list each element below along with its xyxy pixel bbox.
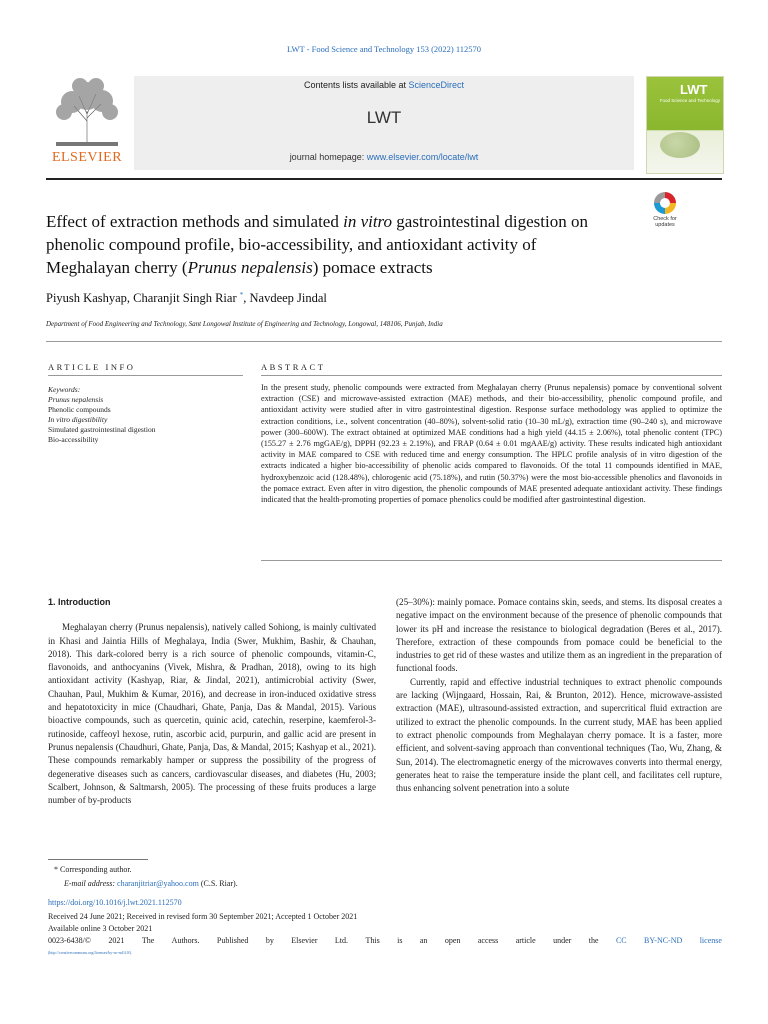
body-paragraph: (25–30%): mainly pomace. Pomace contains skin, seeds, and stems. Its disposal creates a negative impact on the environment because of the presence of phenolic compounds that lower its pH and increase the resistance to biological degradation (Beres et al., 2017). Therefore, extraction of these compounds from pomace could be beneficial to the industries to get rid of these wastes and utilize them as an ingredient in the preparation of functional foods. — [396, 597, 722, 674]
cover-subtitle: Food Science and Technology — [659, 98, 720, 103]
doi-link[interactable]: https://doi.org/10.1016/j.lwt.2021.112570 — [48, 898, 182, 907]
online-date: Available online 3 October 2021 — [48, 924, 153, 933]
keyword-item: Prunus nepalensis — [48, 395, 104, 404]
keyword-item: Bio-accessibility — [48, 435, 99, 444]
license-word: open — [444, 936, 461, 945]
contents-prefix: Contents lists available at — [303, 80, 409, 90]
keyword-item: In vitro digestibility — [48, 415, 108, 424]
title-part: gastrointestinal digestion on phenolic compound profile, bio-accessibility, and antioxidant activity of Meghalayan cherry ( — [46, 212, 588, 277]
abstract-text: In the present study, phenolic compounds were extracted from Meghalayan cherry (Prunus nepalensis) pomace by conventional solvent extraction (CSE) and microwave-assisted extraction (MAE) methods, and their bio-accessibility, phenolic compound profile, and antioxidant activity were studied after in vitro gastrointestinal digestion. Response surface methodology was applied to optimize the extraction conditions, i.e., solvent concentration (40–80%), solvent-solid ratio (10–30 mL/g), extraction time (90–240 s), and microwave power (300–600W). The extract obtained at optimized MAE conditions had a high yield (44.15 ± 2.06%), total phenolic content (TPC) (155.27 ± 2.76 mgGAE/g), DPPH (92.23 ± 2.19%), and FRAP (0.64 ± 0.01 mgAAE/g) activity. These results indicated high antioxidant activity in MAE compared to CSE with reduced time and energy consumption. The HPLC profile analysis of in vitro digestion of the extracts indicated a higher bio-accessibility of phenolic acids compared to flavonoids. Of the total 11 compounds identified in MAE, hydroxybenzoic acid (128.48%), chlorogenic acid (75.18%), and rutin (50.37%) were the most bio-accessible phenolics and flavonoids in the pomace extract. Even after in vitro digestion, the phenolic compounds of MAE presented adequate antioxidant activity. These findings indicated that the health-promoting properties of pomace phenolics could be modified after gastrointestinal digestion. — [261, 383, 722, 505]
license-word[interactable]: license — [699, 936, 722, 945]
license-word: This — [365, 936, 380, 945]
abstract-heading: ABSTRACT — [261, 362, 326, 372]
corresponding-author-marker[interactable]: * — [239, 291, 244, 299]
license-word: under — [553, 936, 572, 945]
header-divider — [46, 178, 722, 180]
author-list — [46, 291, 646, 306]
license-word: the — [588, 936, 599, 945]
article-info-heading: ARTICLE INFO — [48, 362, 136, 372]
corresponding-author-note: * Corresponding author. — [54, 865, 132, 874]
check-updates-icon — [654, 192, 676, 214]
body-column-left — [48, 596, 376, 807]
cover-title: LWT — [680, 82, 708, 97]
authors-part[interactable]: , Navdeep Jindal — [243, 291, 327, 306]
check-updates-label: Check for updates — [653, 216, 677, 228]
license-word: by — [265, 936, 274, 945]
journal-homepage-line — [134, 152, 634, 162]
body-paragraph: Currently, rapid and effective industrial techniques to extract phenolic compounds are lacking (Wijngaard, Hossain, Rai, & Brunton, 2012). Hence, microwave-assisted extraction (MAE), ultrasound-assisted extraction, and supercritical fluid extraction are utilized to extract the phenolic compounds. In the current study, MAE has been applied to extract phenolic compounds from Meghalayan cherry pomace. It is a faster, more efficient, and solvent-saving approach than conventional techniques (Tao, Wu, Zhang, & Sun, 2014). The electromagnetic energy of the microwaves converts into thermal energy, generates heat to raise the temperature inside the plant cell, and facilitates cell rupture, thus enhancing solvent penetration into a solute — [396, 676, 722, 794]
check-for-updates-button[interactable] — [646, 192, 684, 232]
email-link[interactable]: charanjitriar@yahoo.com — [117, 879, 199, 888]
divider — [261, 375, 722, 376]
affiliation: Department of Food Engineering and Technology, Sant Longowal Institute of Engineering and Technology, Longowal, 148106, Punjab, India — [46, 320, 443, 328]
keyword-item: Simulated gastrointestinal digestion — [48, 425, 156, 434]
email-footnote — [64, 879, 238, 888]
license-statement — [48, 936, 722, 945]
license-word: Published — [216, 936, 249, 945]
cover-leaf-illustration — [660, 132, 700, 158]
sciencedirect-link[interactable]: ScienceDirect — [408, 80, 465, 90]
title-part: ) pomace extracts — [312, 258, 433, 277]
license-word[interactable]: BY-NC-ND — [644, 936, 683, 945]
license-word: Authors. — [171, 936, 200, 945]
title-italic: in vitro — [343, 212, 393, 231]
license-word[interactable]: CC — [615, 936, 627, 945]
license-link[interactable]: (http://creativecommons.org/licenses/by-nc-nd/4.0/). — [48, 950, 133, 955]
license-word: article — [515, 936, 536, 945]
license-word: 0023-6438/© — [48, 936, 91, 945]
section-heading-introduction: 1. Introduction — [48, 597, 111, 607]
title-italic: Prunus nepalensis — [187, 258, 313, 277]
email-label: E-mail address: — [64, 879, 118, 888]
article-title — [46, 210, 606, 279]
journal-name: LWT — [366, 108, 402, 127]
license-word: The — [141, 936, 155, 945]
body-column-right — [396, 596, 722, 795]
keywords-list — [48, 385, 243, 445]
publisher-name: ELSEVIER — [51, 150, 123, 165]
email-suffix: (C.S. Riar). — [198, 879, 238, 888]
journal-homepage-link[interactable]: www.elsevier.com/locate/lwt — [366, 152, 479, 162]
keyword-item: Phenolic compounds — [48, 405, 111, 414]
body-paragraph: Meghalayan cherry (Prunus nepalensis), natively called Sohiong, is mainly cultivated in Khasi and Jaintia Hills of Meghalaya, India (Swer, Mukhim, Bashir, & Chauhan, 2018). This dark-colored berry is a rich source of phenolic compounds, vitamin-C, flavonoids, and anthocyanins (Vivek, Mishra, & Pradhan, 2018), owing to its high antioxidant activity (Kashyap, Riar, & Jindal, 2021), antimicrobial activity (Swer, Chauhan, Paul, Mukhim & Kumar, 2016), and decrease in iron-induced oxidative stress and hepatotoxicity in mice (Chaudhari, Ghate, Panja, Das & Mandal, 2015). Various bioactive compounds, such as quercetin, quinic acid, catechin, reserpine, kaemferol-3-rutinoside, caffeoyl hexose, rutin, ascorbic acid, purpurin, and gallic acid are present in Prunus nepalensis (Chaudhuri, Ghate, Panja, Das, & Mandal, 2015; Kashyap et al., 2021). These compounds remarkably hamper or suppress the possibility of the progress of degenerative diseases such as cancers, cardiovascular diseases, and diabetes (Hu, 2003; Scalbert, Johnson, & Saltmarsh, 2005). The processing of these fruits produces a large number of by-products — [48, 622, 376, 806]
homepage-prefix: journal homepage: — [289, 152, 367, 162]
title-part: Effect of extraction methods and simulated — [46, 212, 344, 231]
license-word: is — [397, 936, 403, 945]
divider — [46, 341, 722, 342]
divider — [48, 375, 243, 376]
license-word: Ltd. — [334, 936, 349, 945]
authors-part[interactable]: Piyush Kashyap, Charanjit Singh Riar — [46, 291, 240, 306]
license-word: an — [419, 936, 428, 945]
received-dates: Received 24 June 2021; Received in revised form 30 September 2021; Accepted 1 October 2021 — [48, 912, 358, 921]
footnote-divider — [48, 859, 148, 860]
license-word: 2021 — [108, 936, 125, 945]
license-word: Elsevier — [291, 936, 318, 945]
contents-available-line — [134, 80, 634, 90]
license-word: access — [477, 936, 499, 945]
keywords-label: Keywords: — [48, 385, 81, 394]
journal-citation-line[interactable]: LWT - Food Science and Technology 153 (2022) 112570 — [286, 44, 482, 54]
divider — [261, 560, 722, 561]
